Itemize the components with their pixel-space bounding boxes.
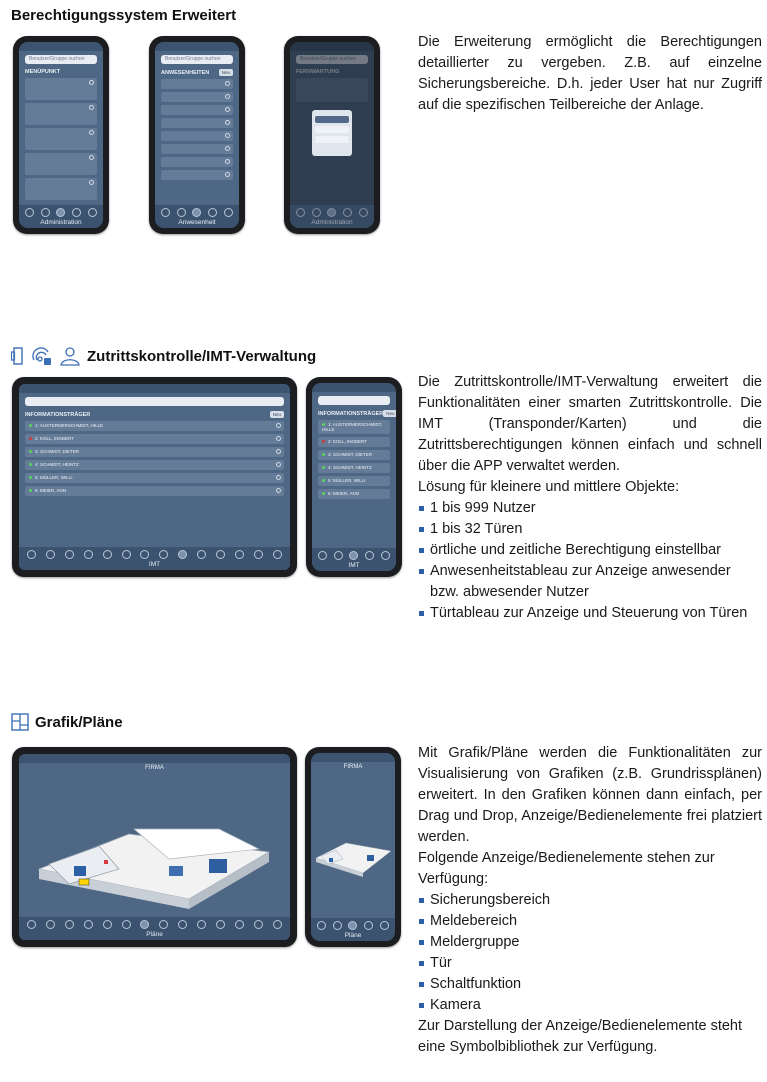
tab-label: IMT (348, 562, 360, 569)
section-title-grafik (11, 713, 123, 731)
tab-icon[interactable] (140, 920, 149, 929)
section2-intro: Lösung für kleinere und mittlere Objekte: (418, 479, 680, 495)
section3-paragraph: Mit Grafik/Pläne werden die Funktionalitäten zur Visualisierung von Grafiken (z.B. Grundrissplänen) erweitert. In den Grafiken können dann einfach, per Drag und Drop, Anzeige/Bedienelemente frei platziert werden. (418, 745, 762, 845)
status-bar (311, 753, 395, 762)
tab-label: Administration (311, 219, 353, 226)
search-input[interactable] (25, 397, 284, 406)
tab-icon[interactable] (349, 551, 358, 560)
tab-bar (311, 918, 395, 941)
tablet-imt (12, 377, 297, 577)
tab-icon[interactable] (178, 920, 187, 929)
tab-icon[interactable] (381, 551, 390, 560)
floorplan-3d (311, 823, 395, 883)
phone-screen (312, 383, 396, 571)
tab-icon[interactable] (343, 208, 352, 217)
list-item[interactable]: 4: SCHMIDT, HEINTZ (25, 460, 284, 470)
section3-text (418, 743, 762, 1058)
phone-anwesenheit (149, 36, 245, 234)
list-item[interactable]: 5: MÜLLER, WILLI (25, 473, 284, 483)
tab-icon[interactable] (364, 921, 373, 930)
new-button[interactable]: Neu (270, 411, 284, 418)
transponder-icon (31, 346, 53, 366)
tab-icon[interactable] (254, 550, 263, 559)
screen-heading: INFORMATIONSTRÄGER Neu (25, 411, 284, 418)
list-item[interactable]: 4: SCHMIDT, HEINTZ (318, 463, 390, 473)
tab-label: Pläne (146, 931, 163, 938)
tab-icon[interactable] (84, 550, 93, 559)
tab-icon[interactable] (122, 920, 131, 929)
plan-header: FIRMA (343, 764, 363, 770)
tablet-screen (19, 384, 290, 570)
status-bar (19, 754, 290, 763)
screen-heading: INFORMATIONSTRÄGER Neu (318, 410, 390, 417)
bullet-item: Meldergruppe (418, 932, 762, 953)
tab-icon[interactable] (122, 550, 131, 559)
phone-screen (155, 42, 239, 228)
bullet-item: 1 bis 999 Nutzer (418, 498, 762, 519)
tab-bar (19, 917, 290, 940)
modal-dialog (312, 110, 352, 156)
bullet-item: Türtableau zur Anzeige und Steuerung von Türen (418, 603, 762, 624)
bullet-item: 1 bis 32 Türen (418, 519, 762, 540)
list-item[interactable] (161, 105, 233, 115)
section1-text (418, 32, 762, 116)
status-bar (19, 42, 103, 51)
status-bar (155, 42, 239, 51)
new-button[interactable]: Neu (219, 69, 233, 76)
list-item[interactable]: 6: MEIER, ANN (318, 489, 390, 499)
section-title-text: Grafik/Pläne (35, 713, 123, 731)
tab-icon[interactable] (334, 551, 343, 560)
plan-header: FIRMA (145, 765, 164, 771)
tab-icon[interactable] (140, 550, 149, 559)
list-item[interactable] (25, 103, 97, 125)
tab-icon[interactable] (273, 550, 282, 559)
list-item[interactable] (161, 170, 233, 180)
tab-icon[interactable] (65, 920, 74, 929)
section2-bullet-list (418, 498, 762, 624)
search-input[interactable] (318, 396, 390, 405)
section3-intro: Folgende Anzeige/Bedienelemente stehen zur Verfügung: (418, 850, 715, 887)
tab-icon[interactable] (88, 208, 97, 217)
list-item[interactable]: 2: KOLL, INGBERT (318, 437, 390, 447)
dialog-option[interactable] (315, 136, 349, 143)
tab-icon[interactable] (159, 550, 168, 559)
section1-paragraph: Die Erweiterung ermöglicht die Berechtigungen detaillierter zu vergeben. Z.B. auf einzelne Sicherungsbereiche. D.h. jeder User hat nur Zugriff auf die spezifischen Teilbereiche der Anlage. (418, 34, 762, 113)
tab-icon[interactable] (178, 550, 187, 559)
list-item[interactable] (161, 144, 233, 154)
dialog-option[interactable] (315, 126, 349, 133)
tab-icon[interactable] (224, 208, 233, 217)
search-input[interactable]: Benutzer/Gruppe suchen (25, 55, 97, 64)
tab-icon[interactable] (333, 921, 342, 930)
bullet-item: Kamera (418, 995, 762, 1016)
tab-icon[interactable] (216, 920, 225, 929)
tab-icon[interactable] (46, 920, 55, 929)
bullet-item: Tür (418, 953, 762, 974)
tab-icon[interactable] (192, 208, 201, 217)
status-bar (312, 383, 396, 392)
tab-label: Administration (40, 219, 82, 226)
tab-icon[interactable] (312, 208, 321, 217)
section3-bullet-list (418, 890, 762, 1016)
tab-label: IMT (148, 561, 161, 568)
tab-icon[interactable] (56, 208, 65, 217)
screen-heading: MENÜPUNKT (25, 69, 61, 75)
tab-icon[interactable] (161, 208, 170, 217)
section-title-berechtigung (11, 7, 236, 24)
list-item[interactable] (161, 131, 233, 141)
bullet-item: Meldebereich (418, 911, 762, 932)
section2-paragraph: Die Zutrittskontrolle/IMT-Verwaltung erweitert die Funktionalitäten einer smarten Zutrittskontrolle. Die IMT (Transponder/Karten) und die Zutrittsberechtigungen können einfach und schnell über die APP verwaltet werden. (418, 374, 762, 474)
screen-heading: ANWESENHEITEN Neu (161, 69, 233, 76)
list-item[interactable]: 3: SCHMIDT, DIETER (25, 447, 284, 457)
tab-icon[interactable] (27, 920, 36, 929)
tab-icon[interactable] (46, 550, 55, 559)
tab-label: Pläne (344, 932, 362, 939)
tab-icon[interactable] (348, 921, 357, 930)
tab-icon[interactable] (235, 550, 244, 559)
tab-bar (290, 205, 374, 228)
phone-plaene (305, 747, 401, 947)
bullet-item: Sicherungsbereich (418, 890, 762, 911)
tab-icon[interactable] (197, 550, 206, 559)
tab-icon[interactable] (208, 208, 217, 217)
list-item[interactable] (161, 118, 233, 128)
tab-label: Anwesenheit (178, 219, 216, 226)
tab-icon[interactable] (235, 920, 244, 929)
new-button[interactable]: Neu (383, 410, 396, 417)
tab-bar (19, 205, 103, 228)
tab-icon[interactable] (216, 550, 225, 559)
bullet-item: Schaltfunktion (418, 974, 762, 995)
phone-screen (311, 753, 395, 941)
list-item[interactable]: 3: SCHMIDT, DIETER (318, 450, 390, 460)
tab-icon[interactable] (103, 920, 112, 929)
list-item[interactable] (25, 78, 97, 100)
list-item[interactable]: 1: AUSTERMERSCHMIDT, HILLE (318, 420, 390, 434)
tab-icon[interactable] (25, 208, 34, 217)
tab-icon[interactable] (359, 208, 368, 217)
bullet-item: örtliche und zeitliche Berechtigung einstellbar (418, 540, 762, 561)
tab-icon[interactable] (317, 921, 326, 930)
tab-icon[interactable] (296, 208, 305, 217)
tab-icon[interactable] (197, 920, 206, 929)
tab-icon[interactable] (41, 208, 50, 217)
bullet-item: Anwesenheitstableau zur Anzeige anwesender bzw. abwesender Nutzer (418, 561, 748, 603)
tablet-screen (19, 754, 290, 940)
section-title-zutritt (11, 346, 316, 366)
list-item[interactable] (161, 79, 233, 89)
door-icon (11, 346, 25, 366)
status-bar (19, 384, 290, 393)
tab-icon[interactable] (177, 208, 186, 217)
tab-icon[interactable] (318, 551, 327, 560)
tab-icon[interactable] (65, 550, 74, 559)
section2-text (418, 372, 762, 624)
list-item[interactable]: 6: MEIER, ANN (25, 486, 284, 496)
tab-icon[interactable] (380, 921, 389, 930)
tab-bar (19, 547, 290, 570)
tab-icon[interactable] (159, 920, 168, 929)
list-item[interactable] (25, 153, 97, 175)
tab-icon[interactable] (365, 551, 374, 560)
phone-fernwartung (284, 36, 380, 234)
phone-admin-menu (13, 36, 109, 234)
list-item[interactable] (161, 92, 233, 102)
section-title-text: Berechtigungssystem Erweitert (11, 7, 237, 24)
tab-bar (312, 548, 396, 571)
list-item[interactable] (161, 157, 233, 167)
floorplan-3d (19, 774, 289, 914)
list-item[interactable] (25, 128, 97, 150)
tab-icon[interactable] (273, 920, 282, 929)
tab-icon[interactable] (103, 550, 112, 559)
list-item[interactable]: 2: KOLL, INGBERT (25, 434, 284, 444)
section3-outro: Zur Darstellung der Anzeige/Bedienelemente steht eine Symbolbibliothek zur Verfügung. (418, 1018, 743, 1055)
tab-bar (155, 205, 239, 228)
phone-screen (19, 42, 103, 228)
phone-imt (306, 377, 402, 577)
dialog-option[interactable] (315, 116, 349, 123)
list-item[interactable]: 1: AUSTERMERSCHMIDT, HILLE (25, 421, 284, 431)
list-item[interactable] (25, 178, 97, 200)
tab-icon[interactable] (72, 208, 81, 217)
search-input[interactable]: Benutzer/Gruppe suchen (161, 55, 233, 64)
floorplan-icon (11, 713, 29, 731)
list-item[interactable]: 5: MÜLLER, WILLI (318, 476, 390, 486)
section-title-text: Zutrittskontrolle/IMT-Verwaltung (87, 347, 317, 365)
tablet-plaene (12, 747, 297, 947)
tab-icon[interactable] (254, 920, 263, 929)
phone-screen (290, 42, 374, 228)
user-icon (59, 346, 81, 366)
tab-icon[interactable] (327, 208, 336, 217)
tab-icon[interactable] (27, 550, 36, 559)
tab-icon[interactable] (84, 920, 93, 929)
